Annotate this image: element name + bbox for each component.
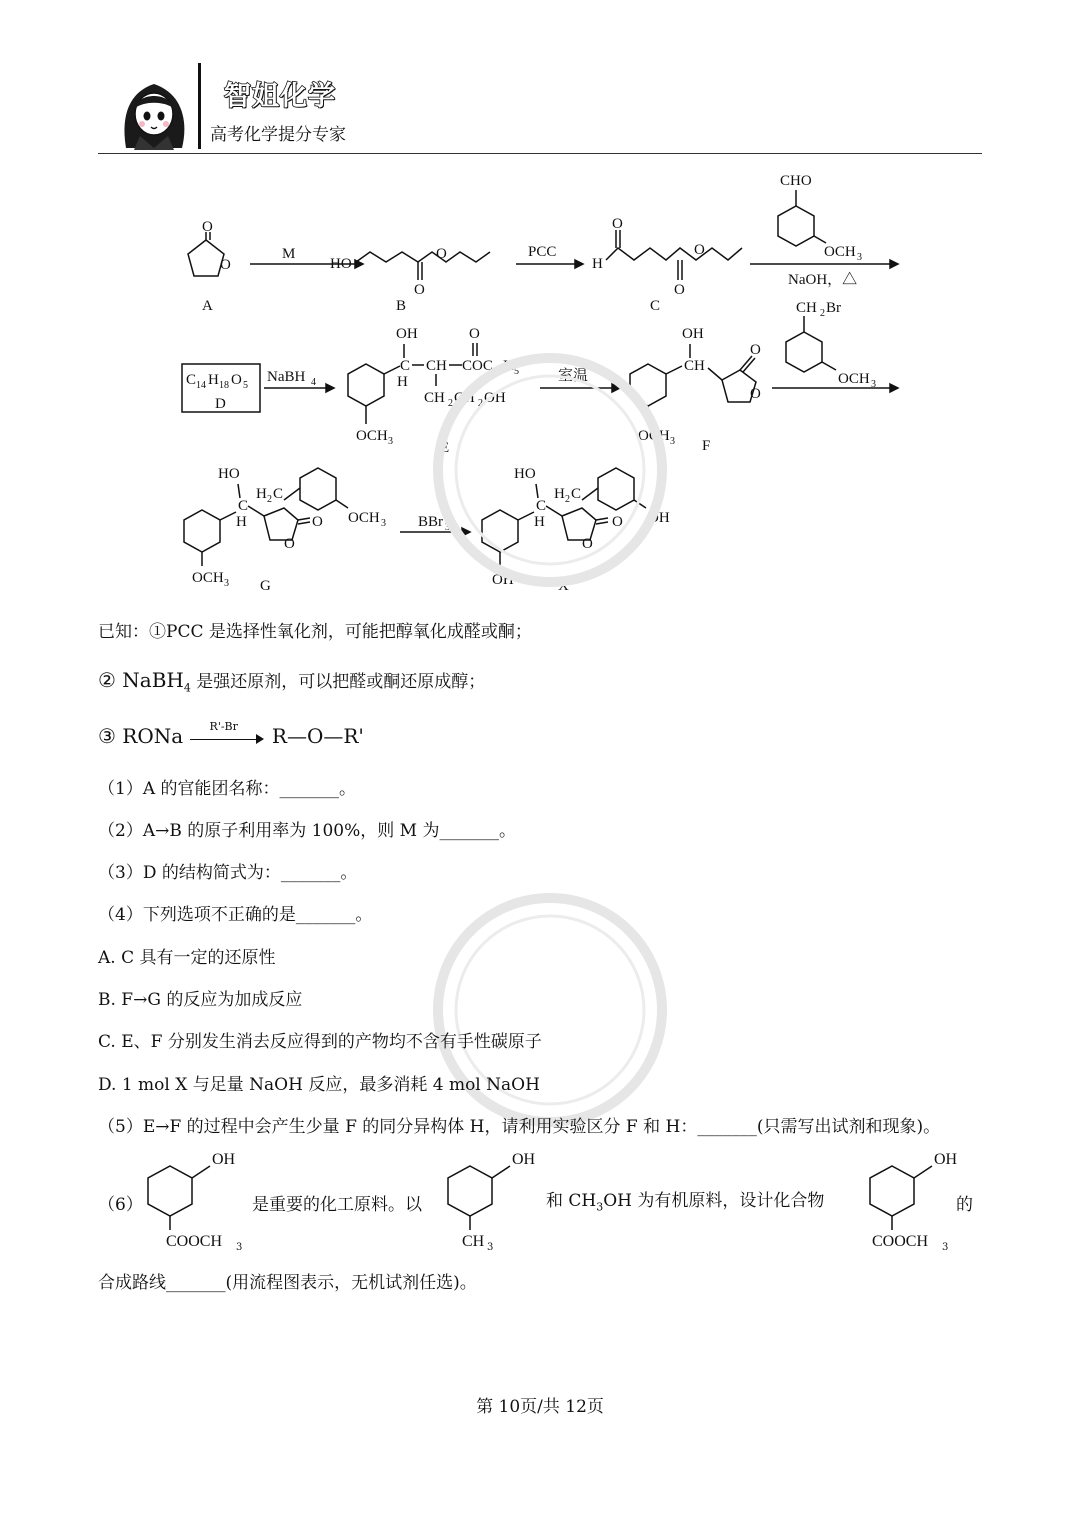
label-X: X: [558, 578, 569, 594]
label-F: F: [702, 438, 711, 454]
option-D: D. 1 mol X 与足量 NaOH 反应，最多消耗 4 mol NaOH: [98, 1075, 540, 1095]
svg-text:CH: CH: [426, 358, 447, 374]
svg-text:3: 3: [236, 1242, 243, 1252]
option-C: C. E、F 分别发生消去反应得到的产物均不含有手性碳原子: [98, 1032, 542, 1052]
label-G: G: [260, 578, 271, 594]
known-2: ② NaBH$_4$ 是强还原剂，可以把醛或酮还原成醇；: [98, 668, 486, 695]
option-A: A. C 具有一定的还原性: [98, 948, 276, 968]
svg-text:O: O: [674, 282, 685, 298]
svg-text:2: 2: [565, 494, 570, 505]
svg-text:CH: CH: [454, 390, 475, 406]
svg-text:14: 14: [196, 380, 206, 391]
svg-text:OCH: OCH: [348, 510, 380, 526]
svg-text:3: 3: [487, 1242, 494, 1252]
svg-text:C: C: [186, 372, 197, 388]
svg-text:3: 3: [388, 436, 393, 447]
svg-text:COOCH: COOCH: [872, 1233, 929, 1250]
svg-text:O: O: [220, 257, 231, 273]
svg-text:O: O: [612, 514, 623, 530]
structure-A: [188, 219, 231, 314]
svg-text:COOCH: COOCH: [166, 1233, 223, 1250]
svg-text:OH: OH: [484, 390, 506, 406]
known-2-formula: ② NaBH: [98, 668, 184, 692]
watermark-seal-2: [420, 880, 680, 1140]
q6-ch-text: 和 CH: [546, 1191, 597, 1211]
structure-D-box: [182, 364, 260, 412]
reagent-benzyl-bromide: [786, 300, 876, 390]
avatar: [116, 74, 192, 150]
svg-text:CH: CH: [424, 390, 445, 406]
svg-text:CH: CH: [796, 300, 817, 316]
question-6-num: （6）: [98, 1195, 143, 1215]
svg-text:C: C: [571, 486, 582, 502]
svg-text:2: 2: [478, 398, 483, 409]
svg-text:18: 18: [219, 380, 229, 391]
svg-text:O: O: [582, 536, 593, 552]
svg-text:5: 5: [514, 366, 519, 377]
question-1: （1）A 的官能团名称：_______。: [98, 779, 356, 799]
svg-text:3: 3: [224, 578, 229, 589]
label-D: D: [215, 396, 226, 412]
known-3-right: R—O—R': [271, 724, 364, 748]
question-6-text-b: 是重要的化工原料。以: [252, 1195, 422, 1215]
svg-text:OH: OH: [512, 1151, 536, 1168]
structure-F: [630, 326, 761, 454]
svg-text:OH: OH: [396, 326, 418, 342]
svg-text:O: O: [284, 536, 295, 552]
svg-text:3: 3: [381, 518, 386, 529]
question-5: （5）E→F 的过程中会产生少量 F 的同分异构体 H，请利用实验区分 F 和 H：_______(只需写出试剂和现象)。: [98, 1117, 941, 1137]
page-header: [98, 60, 982, 155]
svg-text:HO: HO: [514, 466, 536, 482]
svg-text:OCH: OCH: [356, 428, 388, 444]
svg-text:O: O: [750, 342, 761, 358]
svg-text:2: 2: [448, 398, 453, 409]
svg-text:2: 2: [267, 494, 272, 505]
svg-text:H: H: [208, 372, 219, 388]
header-divider: [198, 63, 201, 149]
svg-text:O: O: [469, 326, 480, 342]
label-C: C: [650, 298, 661, 314]
svg-text:3: 3: [445, 522, 450, 533]
svg-text:OH: OH: [934, 1151, 958, 1168]
svg-text:O: O: [694, 242, 705, 258]
svg-text:C: C: [536, 498, 547, 514]
structure-methyl-hydroxybenzoate: [140, 1146, 250, 1252]
svg-text:CHO: CHO: [780, 173, 812, 189]
svg-text:O: O: [612, 216, 623, 232]
reagent-BBr3: BBr: [418, 514, 444, 530]
svg-text:OCH: OCH: [638, 428, 670, 444]
svg-text:H: H: [503, 358, 514, 374]
structure-X: [482, 466, 670, 594]
svg-text:H: H: [236, 514, 247, 530]
known-3-reagent: R'-Br: [209, 719, 238, 733]
reagent-anisaldehyde: [778, 173, 862, 263]
known-2-text: 是强还原剂，可以把醛或酮还原成醇；: [196, 672, 486, 692]
reagent-PCC: PCC: [528, 244, 557, 260]
svg-text:H: H: [397, 374, 408, 390]
svg-text:3: 3: [871, 379, 876, 390]
question-3: （3）D 的结构简式为：_______。: [98, 863, 358, 883]
reagent-room-temp: 室温: [558, 368, 589, 384]
structure-G: [184, 466, 386, 594]
svg-text:3: 3: [670, 436, 675, 447]
reagent-NaBH4: NaBH: [267, 369, 306, 385]
svg-text:H: H: [554, 486, 565, 502]
svg-text:3: 3: [857, 252, 862, 263]
svg-text:4: 4: [311, 377, 316, 388]
question-6-last: 合成路线_______(用流程图表示，无机试剂任选)。: [98, 1273, 477, 1293]
svg-text:OH: OH: [682, 326, 704, 342]
structure-B: [330, 246, 490, 314]
svg-text:O: O: [231, 372, 242, 388]
svg-text:3: 3: [942, 1242, 949, 1252]
svg-text:5: 5: [243, 380, 248, 391]
reagent-M: M: [282, 246, 296, 262]
svg-text:OH: OH: [212, 1151, 236, 1168]
structure-m-cresol: [440, 1146, 540, 1252]
svg-text:C: C: [400, 358, 411, 374]
structure-E: [348, 326, 519, 456]
svg-text:C: C: [238, 498, 249, 514]
svg-text:Br: Br: [826, 300, 841, 316]
svg-text:OCH: OCH: [838, 371, 870, 387]
label-E: E: [440, 440, 450, 456]
svg-text:O: O: [312, 514, 323, 530]
brand-name: 智姐化学: [224, 81, 336, 112]
reaction-scheme: [160, 168, 920, 608]
svg-text:H: H: [592, 256, 603, 272]
structure-C: [592, 216, 742, 314]
svg-text:C: C: [273, 486, 284, 502]
brand-slogan: 高考化学提分专家: [210, 125, 346, 145]
question-6-text-e: 的: [956, 1195, 973, 1215]
svg-text:O: O: [414, 282, 425, 298]
q6-oh-text: OH 为有机原料，设计化合物: [603, 1191, 825, 1211]
svg-text:OH: OH: [648, 510, 670, 526]
known-3-arrow: [190, 719, 266, 748]
option-B: B. F→G 的反应为加成反应: [98, 990, 303, 1010]
svg-text:OCH: OCH: [824, 244, 856, 260]
svg-text:HO: HO: [218, 466, 240, 482]
svg-text:HO: HO: [330, 256, 352, 272]
svg-text:O: O: [750, 386, 761, 402]
header-rule: [98, 153, 982, 154]
svg-text:H: H: [534, 514, 545, 530]
svg-text:O: O: [202, 219, 213, 235]
question-2: （2）A→B 的原子利用率为 100%，则 M 为_______。: [98, 821, 516, 841]
svg-text:COC: COC: [462, 358, 493, 374]
label-A: A: [202, 298, 213, 314]
svg-text:2: 2: [820, 308, 825, 319]
svg-text:H: H: [256, 486, 267, 502]
reagent-NaOH: NaOH，△: [788, 272, 858, 288]
svg-text:OCH: OCH: [192, 570, 224, 586]
svg-text:2: 2: [496, 366, 501, 377]
label-B: B: [396, 298, 407, 314]
svg-text:CH: CH: [684, 358, 705, 374]
question-6-text-c: 和 $CH_3OH$ 为有机原料，设计化合物: [546, 1191, 825, 1214]
known-3: [98, 719, 364, 748]
question-4: （4）下列选项不正确的是_______。: [98, 905, 373, 925]
known-3-left: ③ RONa: [98, 724, 184, 748]
svg-text:CH: CH: [462, 1233, 485, 1250]
svg-text:OH: OH: [492, 572, 514, 588]
svg-text:O: O: [436, 246, 447, 262]
known-1: 已知：①PCC 是选择性氧化剂，可能把醇氧化成醛或酮；: [98, 622, 532, 642]
page-number: 第 10页/共 12页: [476, 1397, 604, 1417]
